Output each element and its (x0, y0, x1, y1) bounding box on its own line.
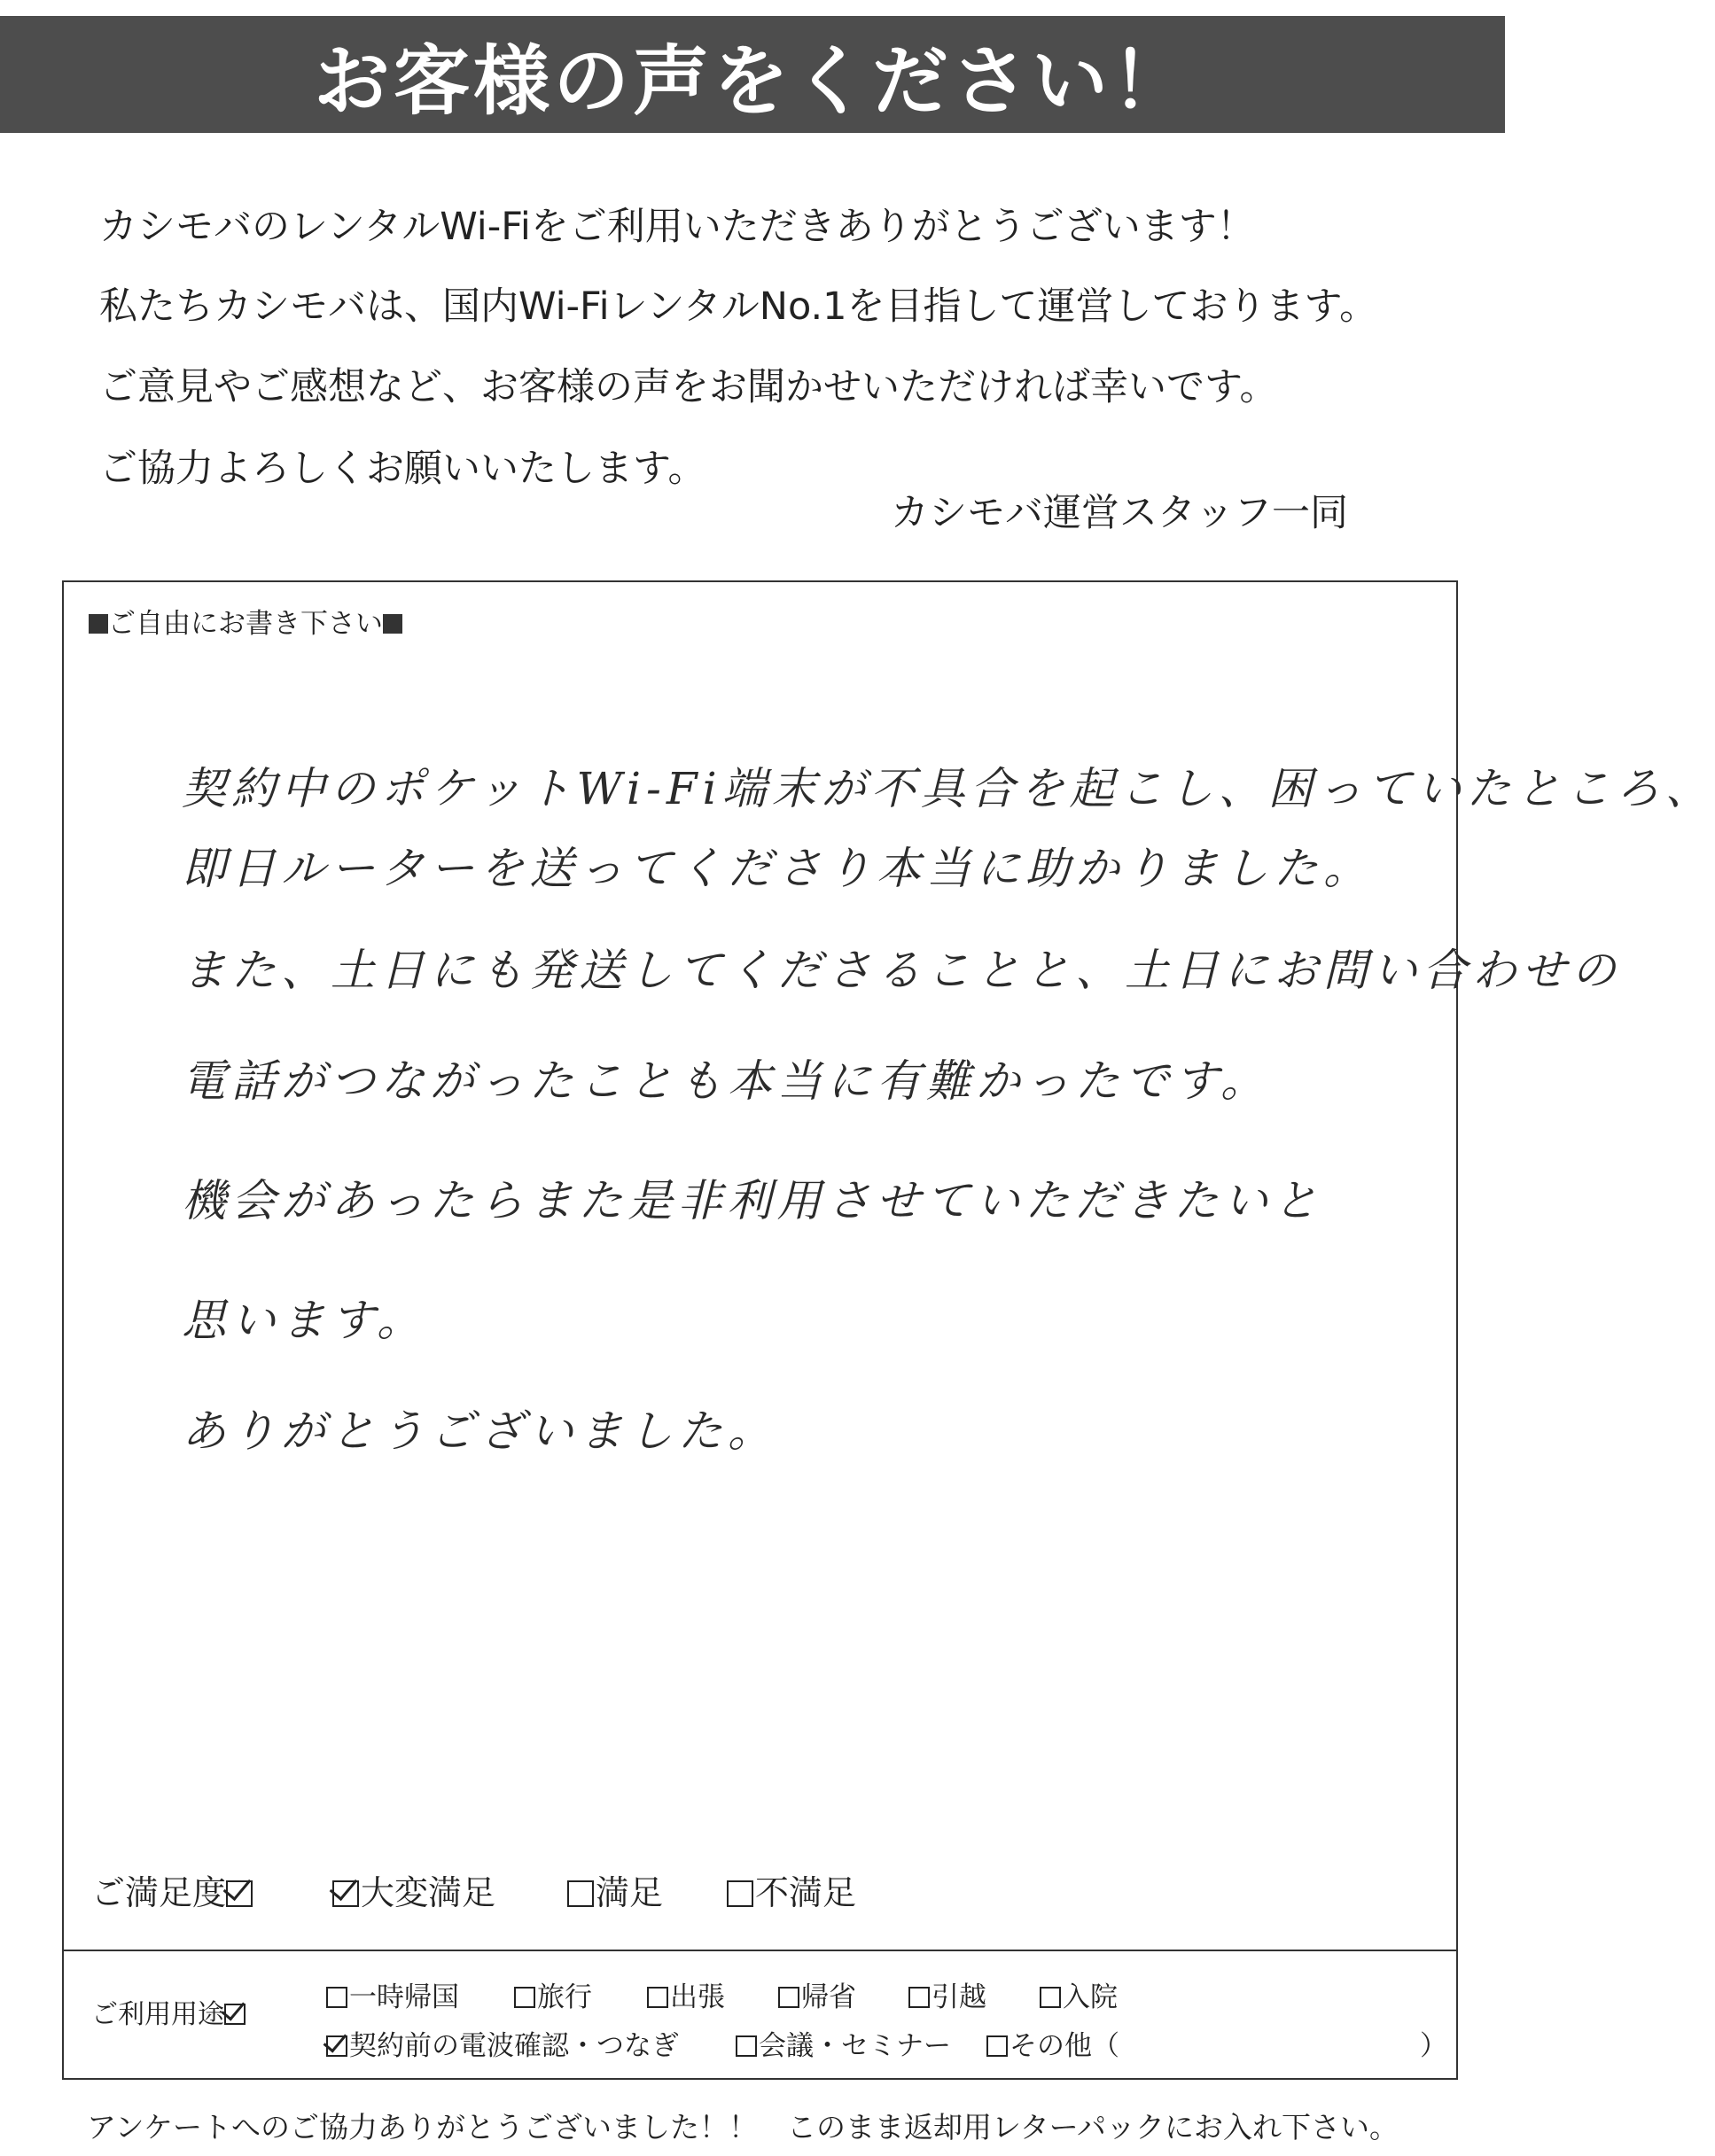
satisfaction-option-satisfied[interactable] (567, 1865, 663, 1914)
usage-option-moving[interactable] (908, 1974, 986, 2014)
checkbox-icon (326, 1987, 347, 2008)
intro-line: 私たちカシモバは、国内Wi-FiレンタルNo.1を目指して運営しております。 (99, 284, 1378, 329)
option-label: 出張 (670, 1981, 725, 2013)
page-title: お客様の声をください！ (314, 37, 1191, 126)
black-square-icon (383, 614, 402, 634)
checkbox-icon (908, 1987, 930, 2008)
usage-option-pre-contract-check[interactable] (326, 2023, 679, 2063)
checkbox-checked-icon (326, 2035, 347, 2057)
usage-option-hospitalization[interactable] (1040, 1974, 1118, 2014)
option-label: 不満足 (755, 1873, 857, 1912)
usage-option-homecoming[interactable] (778, 1974, 856, 2014)
handwritten-line: ありがとうございました。 (182, 1405, 777, 1457)
usage-option-meeting-seminar[interactable] (736, 2023, 951, 2063)
satisfaction-option-dissatisfied[interactable] (727, 1865, 856, 1914)
usage-label-text: ご利用用途 (91, 1999, 224, 2030)
comment-label-text: ご自由にお書き下さい (108, 608, 383, 640)
checkbox-icon (224, 2004, 246, 2025)
checkbox-icon (647, 1987, 668, 2008)
checkbox-icon (736, 2035, 757, 2057)
satisfaction-option-very-satisfied[interactable] (332, 1865, 495, 1914)
option-label: 引越 (932, 1981, 986, 2013)
option-label: 大変満足 (361, 1873, 496, 1912)
usage-option-temporary-return[interactable] (326, 1974, 459, 2014)
checkbox-checked-icon (332, 1880, 359, 1907)
option-label: 契約前の電波確認・つなぎ (349, 2030, 679, 2062)
checkbox-icon (986, 2035, 1008, 2057)
usage-option-other[interactable] (986, 2023, 1119, 2063)
checkbox-icon (1040, 1987, 1061, 2008)
option-label: 一時帰国 (349, 1981, 459, 2013)
usage-option-travel[interactable] (514, 1974, 592, 2014)
handwritten-line: 思います。 (182, 1295, 426, 1346)
section-divider (62, 1950, 1458, 1951)
signature: カシモバ運営スタッフ一同 (891, 491, 1348, 535)
option-label: 帰省 (801, 1981, 856, 2013)
option-label: 入院 (1063, 1981, 1118, 2013)
checkbox-icon (567, 1880, 594, 1907)
intro-line: ご意見やご感想など、お客様の声をお聞かせいただければ幸いです。 (99, 365, 1278, 409)
handwritten-line: 契約中のポケットWi-Fi端末が不具合を起こし、困っていたところ、 (182, 763, 1715, 814)
intro-line: ご協力よろしくお願いいたします。 (99, 447, 706, 491)
usage-option-business-trip[interactable] (647, 1974, 725, 2014)
handwritten-line: また、土日にも発送してくださることと、土日にお問い合わせの (182, 945, 1621, 996)
option-label: 会議・セミナー (759, 2030, 951, 2062)
black-square-icon (89, 614, 108, 634)
comment-box-label (89, 601, 402, 641)
usage-label (91, 1992, 247, 2031)
other-close-paren: ） (1420, 2030, 1447, 2062)
handwritten-line: 即日ルーターを送ってくださり本当に助かりました。 (182, 843, 1373, 894)
satisfaction-label (91, 1865, 254, 1914)
checkbox-icon (226, 1880, 253, 1907)
checkbox-icon (778, 1987, 799, 2008)
intro-line: カシモバのレンタルWi-Fiをご利用いただきありがとうございます！ (99, 205, 1255, 249)
satisfaction-label-text: ご満足度 (91, 1873, 227, 1912)
checkbox-icon (514, 1987, 535, 2008)
option-label: 満足 (596, 1873, 664, 1912)
footer-note: アンケートへのご協力ありがとうございました！！ このまま返却用レターパックにお入れ下さい。 (87, 2110, 1399, 2144)
option-label: 旅行 (537, 1981, 592, 2013)
handwritten-line: 機会があったらまた是非利用させていただきたいと (182, 1175, 1323, 1226)
checkbox-icon (727, 1880, 753, 1907)
handwritten-line: 電話がつながったことも本当に有難かったです。 (182, 1055, 1270, 1107)
option-label: その他（ (1010, 2030, 1119, 2062)
